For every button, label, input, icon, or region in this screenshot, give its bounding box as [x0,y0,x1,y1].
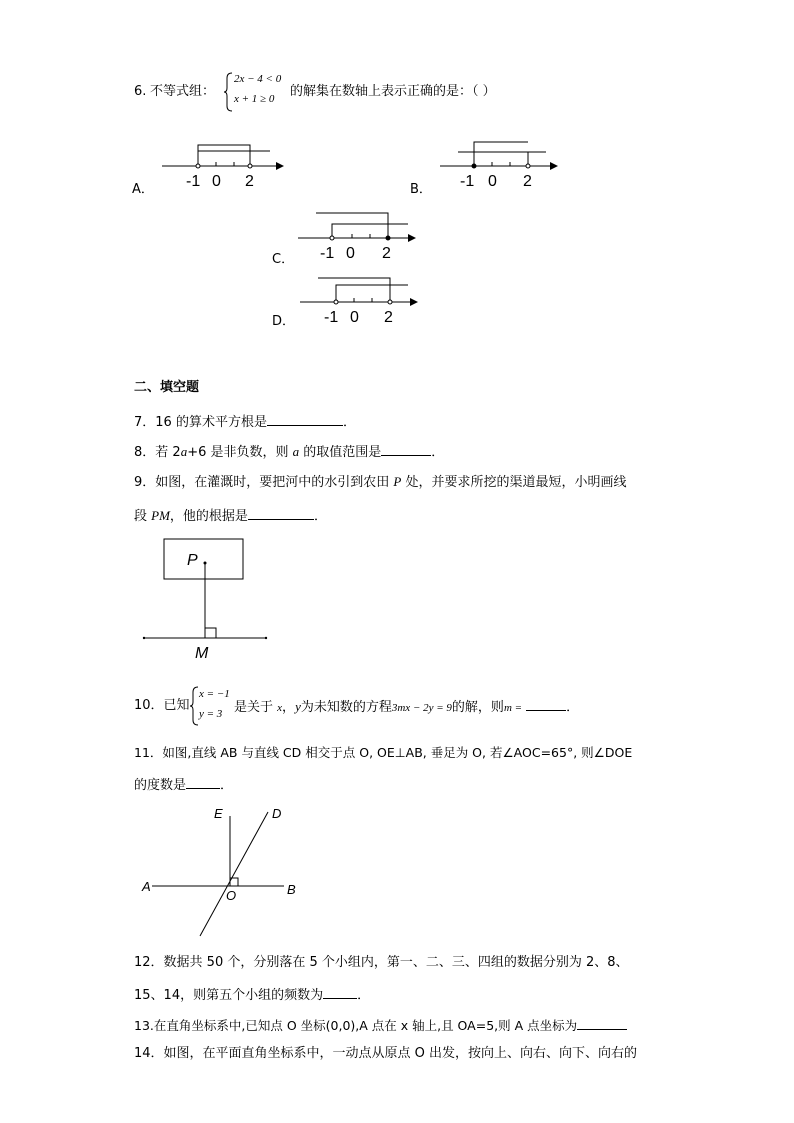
q12-line1: 12．数据共 50 个，分别落在 5 个小组内，第一、二、三、四组的数据分别为 2、8、 [134,955,629,970]
q7: 7．16 的算术平方根是 ． [134,415,356,430]
tick-d-0: 0 [350,309,359,326]
fig-label-d: D [272,806,282,821]
number-line-b [438,140,563,190]
tick-c-neg1: -1 [320,245,335,262]
q10-rest: 是关于 x，y为未知数的方程3mx − 2y = 9的解，则m = ． [234,699,580,715]
q11-line1: 11．如图,直线 AB 与直线 CD 相交于点 O, OE⊥AB, 垂足为 O, 若∠AOC=65°, 则∠DOE [134,745,633,760]
section-title: 二、填空题 [134,380,200,395]
q8: 8．若 2a+6 是非负数，则 a 的取值范围是 ． [134,444,445,460]
fig-label-b: B [287,882,296,897]
fig-label-a: A [142,879,151,894]
tick-c-2: 2 [382,245,391,262]
q6-option-c-label: C． [272,252,295,267]
q6-brace [224,72,234,112]
q6-option-d-label: D． [272,314,296,329]
q11-figure [138,800,308,940]
tick-b-0: 0 [488,173,497,190]
fig-label-m: M [195,645,209,662]
tick-a-neg1: -1 [186,173,201,190]
q10-sys2: y = 3 [199,708,223,720]
fig-label-o: O [226,888,237,903]
q9-line1: 9．如图，在灌溉时，要把河中的水引到农田 P 处，并要求所挖的渠道最短，小明画线 [134,474,627,490]
q6-ineq1: 2x − 4 < 0 [234,73,282,85]
tick-b-neg1: -1 [460,173,475,190]
q14: 14．如图，在平面直角坐标系中，一动点从原点 O 出发，按向上、向右、向下、向右的 [134,1046,638,1061]
tick-d-neg1: -1 [324,309,339,326]
q6-number: 6. [134,84,147,99]
q6-option-a-label: A． [132,182,154,197]
fig-label-e: E [214,806,223,821]
q6-option-b-label: B． [410,182,432,197]
q10-sys1: x = −1 [199,688,230,700]
tick-b-2: 2 [523,173,532,190]
number-line-c [296,210,421,262]
tick-a-0: 0 [212,173,221,190]
q10-pre: 10．已知 [134,698,190,713]
tick-c-0: 0 [346,245,355,262]
tick-d-2: 2 [384,309,393,326]
fig-label-p: P [187,552,198,569]
q12-line2: 15、14，则第五个小组的频数为 ． [134,988,371,1003]
q6-prefix: 不等式组： [150,84,216,99]
number-line-a [160,140,285,190]
q13: 13.在直角坐标系中,已知点 O 坐标(0,0),A 点在 x 轴上,且 OA=5,则 A 点坐标为 [134,1017,627,1034]
q6-ineq2: x + 1 ≥ 0 [234,93,275,105]
q11-line2: 的度数是 ． [134,778,234,793]
q9-line2: 段 PM，他的根据是 ． [134,508,327,524]
tick-a-2: 2 [245,173,254,190]
number-line-d [298,276,423,326]
q9-figure [140,535,270,663]
q6-suffix: 的解集在数轴上表示正确的是：（ ） [290,84,496,99]
